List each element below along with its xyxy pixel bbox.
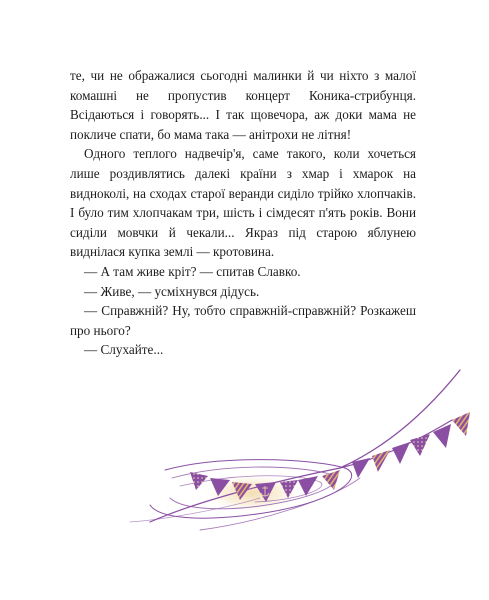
- garland-strings: [130, 370, 460, 530]
- dialogue-line-grandpa-answer: — Живе, — усміхнувся дідусь.: [84, 283, 260, 299]
- paragraph-evening: Одного теплого надвечір'я, саме такого, коли хочеться лише роздивлятись далекі країни з хмар і хмарок на видноколі, на сходах старої веранди сиділо трійко хлопчаків. І було тим хлопчакам три, шість і сімдесят п'ять років. Вони сиділи мовчки й чекали... Якраз під старою яблунею виднілася купка землі — кротовина.: [70, 146, 416, 260]
- dialogue-line-real-question: — Справжній? Ну, тобто справжній-справжній? Розкажеш про нього?: [70, 303, 416, 338]
- paragraph-continuation: те, чи не ображалися сьогодні малинки й чи ніхто з малої комашні не пропустив концерт Коника-стрибунця. Всідаються і говорять... І так щовечора, аж доки мама не покличе спати, бо мама така — анітрохи не літня!: [70, 68, 416, 142]
- dialogue-line-listen: — Слухайте...: [84, 342, 164, 358]
- dialogue-line-mole-question: — А там живе кріт? — спитав Славко.: [84, 263, 301, 279]
